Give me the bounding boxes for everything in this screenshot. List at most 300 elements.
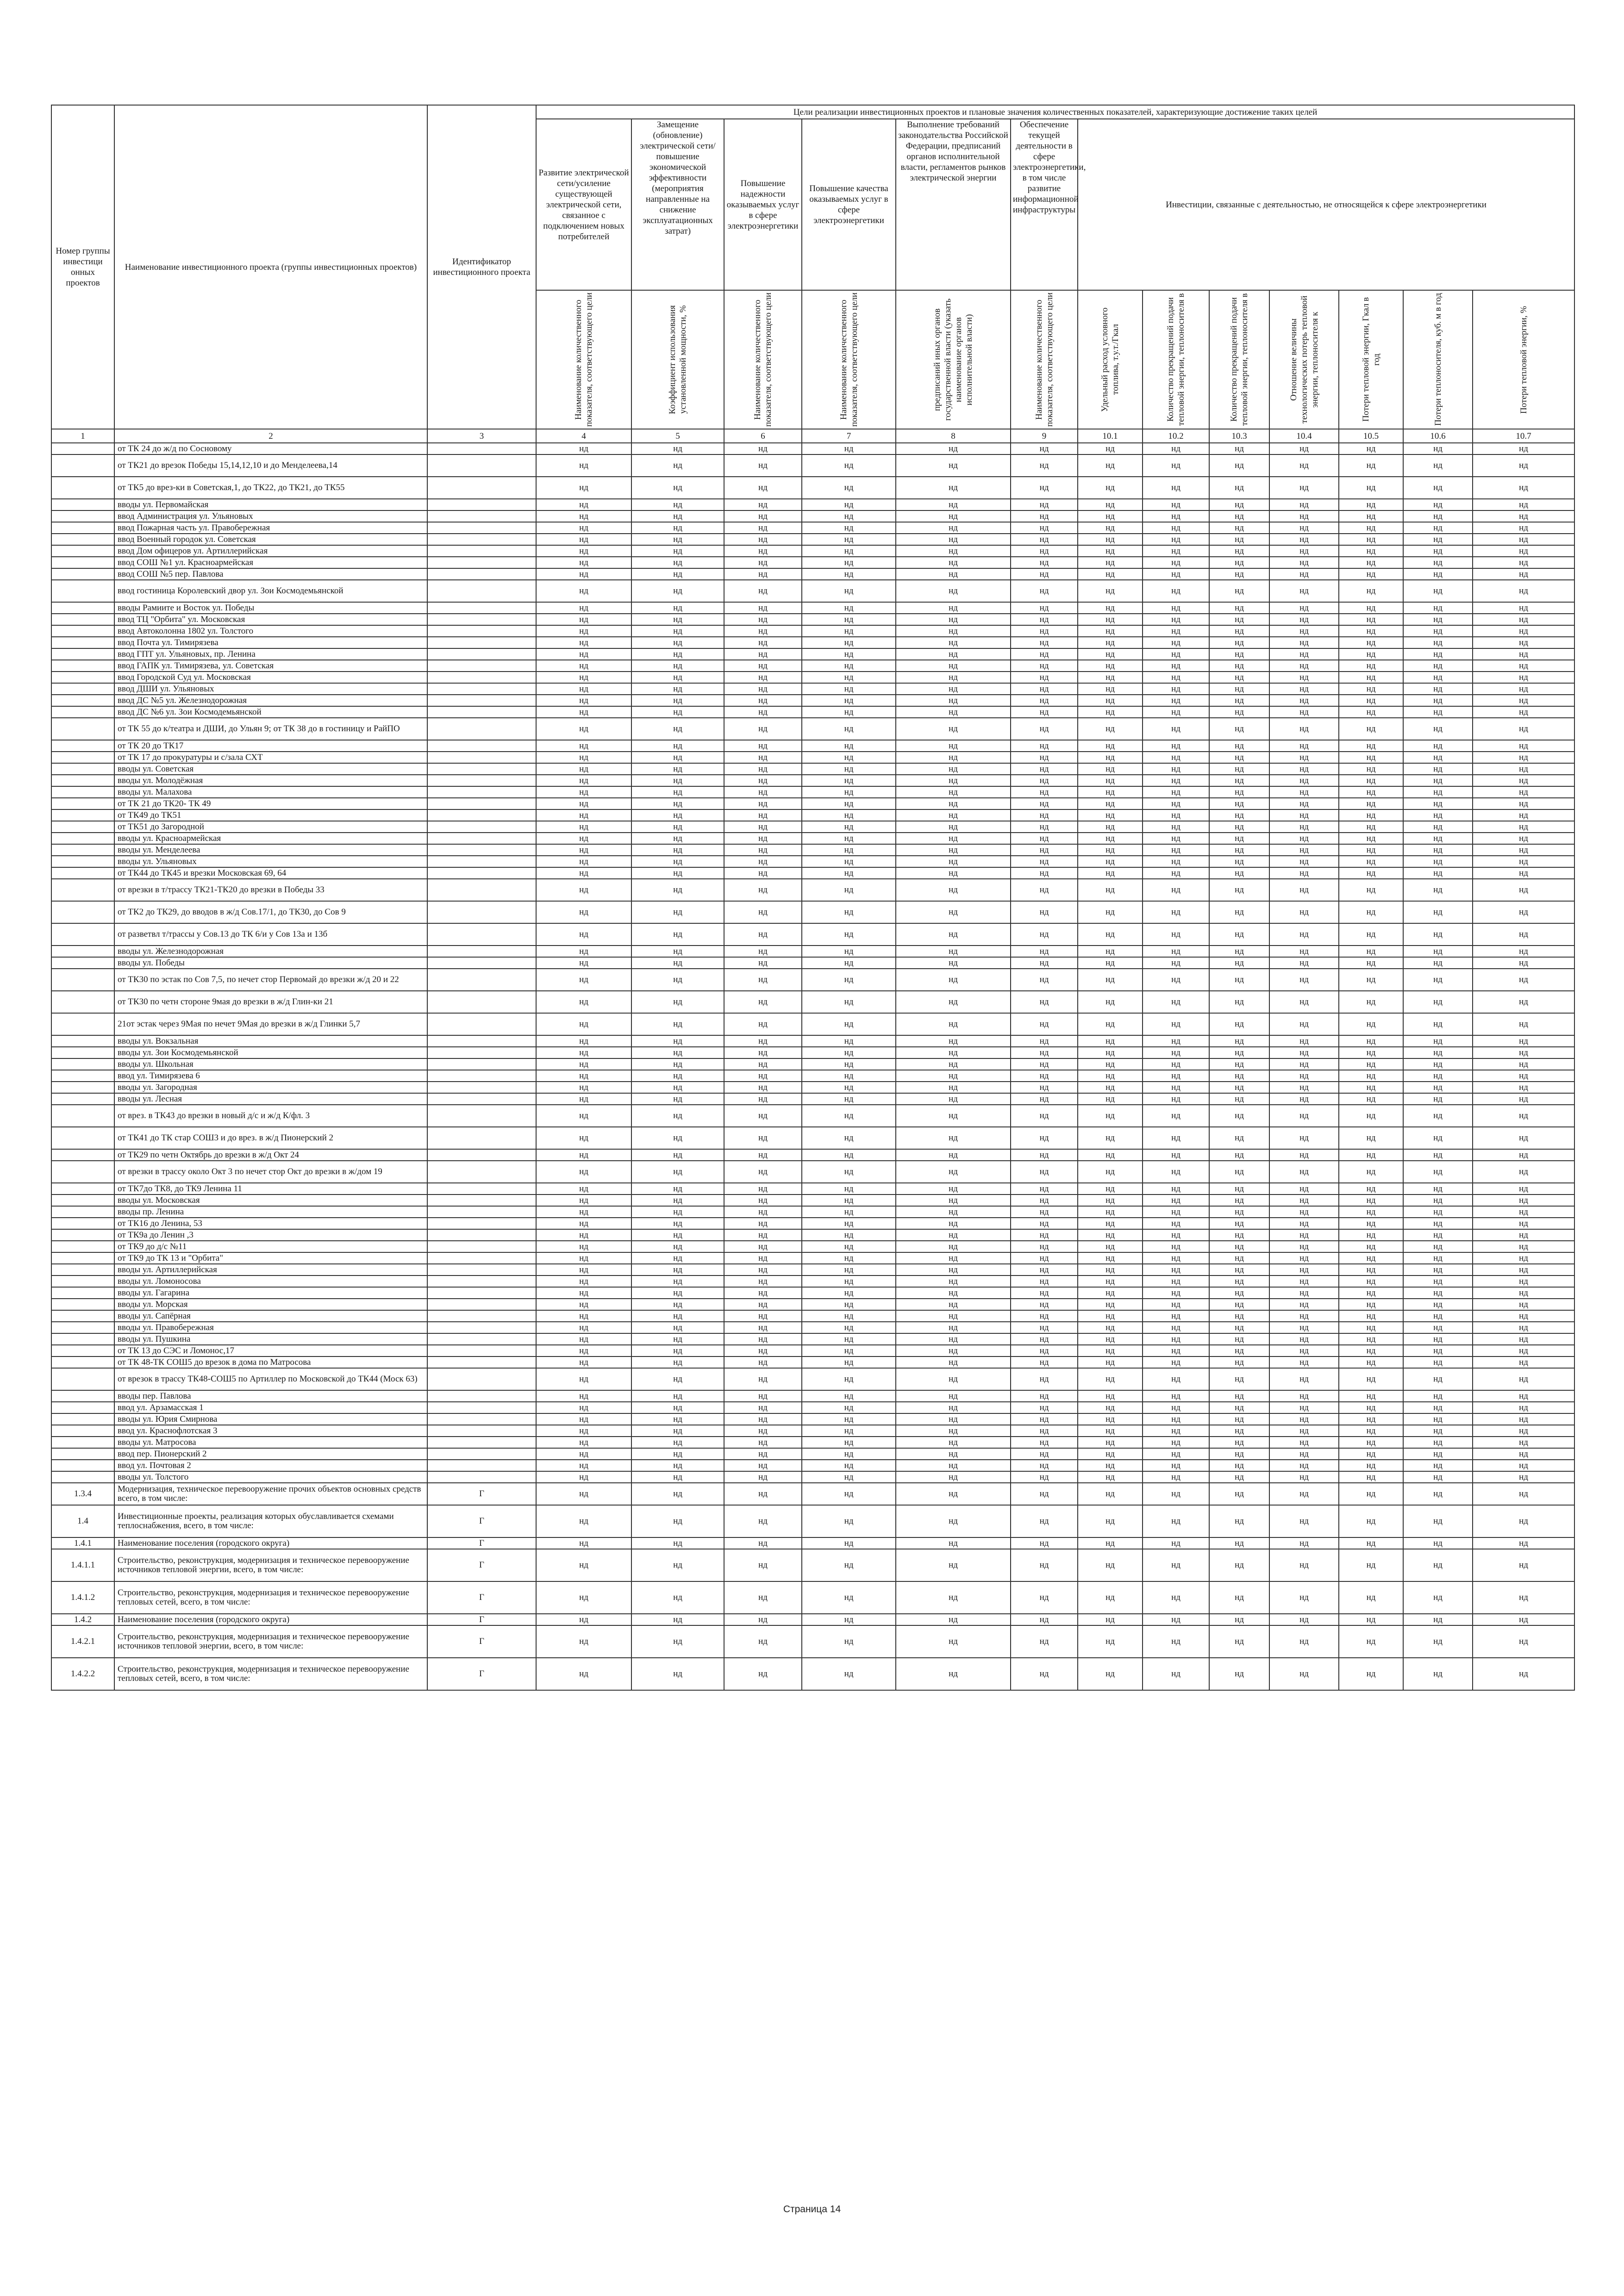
table-row bbox=[51, 1161, 1574, 1183]
row-identifier bbox=[427, 740, 536, 752]
row-value: нд bbox=[1269, 1229, 1339, 1241]
row-value: нд bbox=[1339, 946, 1403, 957]
row-value: нд bbox=[896, 637, 1011, 648]
row-project-name: Инвестиционные проекты, реализация которых обуславливается схемами теплоснабжения, всего, в том числе: bbox=[114, 1505, 427, 1537]
table-row bbox=[51, 683, 1574, 695]
row-value: нд bbox=[802, 648, 896, 660]
row-value: нд bbox=[631, 499, 724, 510]
row-value: нд bbox=[536, 1127, 631, 1149]
table-row bbox=[51, 454, 1574, 477]
row-value: нд bbox=[1403, 1368, 1473, 1390]
row-value: нд bbox=[896, 1183, 1011, 1195]
row-value: нд bbox=[631, 1127, 724, 1149]
row-identifier bbox=[427, 1206, 536, 1218]
row-value: нд bbox=[1339, 1390, 1403, 1402]
row-value: нд bbox=[1143, 1149, 1209, 1161]
row-value: нд bbox=[1078, 763, 1143, 775]
row-number bbox=[51, 786, 114, 798]
row-value: нд bbox=[724, 1425, 802, 1437]
row-value: нд bbox=[1078, 1368, 1143, 1390]
row-value: нд bbox=[1143, 648, 1209, 660]
row-value: нд bbox=[1011, 1413, 1078, 1425]
row-value: нд bbox=[1403, 1390, 1473, 1402]
row-value: нд bbox=[1078, 1183, 1143, 1195]
row-project-name: ввод Дом офицеров ул. Артиллерийская bbox=[114, 545, 427, 557]
row-value: нд bbox=[1269, 923, 1339, 946]
row-value: нд bbox=[1209, 1183, 1269, 1195]
row-value: нд bbox=[1269, 706, 1339, 718]
row-value: нд bbox=[1143, 706, 1209, 718]
row-value: нд bbox=[896, 1058, 1011, 1070]
row-value: нд bbox=[631, 1161, 724, 1183]
row-value: нд bbox=[724, 1460, 802, 1471]
row-value: нд bbox=[1403, 706, 1473, 718]
row-value: нд bbox=[724, 1070, 802, 1082]
row-value: нд bbox=[1011, 1345, 1078, 1356]
row-value: нд bbox=[1269, 957, 1339, 969]
row-value: нд bbox=[536, 1287, 631, 1299]
row-identifier bbox=[427, 718, 536, 740]
row-value: нд bbox=[1473, 695, 1574, 706]
row-value: нд bbox=[724, 1390, 802, 1402]
row-value: нд bbox=[1011, 1483, 1078, 1505]
row-value: нд bbox=[1473, 1195, 1574, 1206]
row-value: нд bbox=[631, 946, 724, 957]
page-number: Страница 14 bbox=[783, 2204, 841, 2215]
row-value: нд bbox=[802, 957, 896, 969]
row-number bbox=[51, 1402, 114, 1413]
row-value: нд bbox=[1473, 1614, 1574, 1625]
row-value: нд bbox=[1078, 752, 1143, 763]
row-value: нд bbox=[1011, 510, 1078, 522]
row-value: нд bbox=[1269, 1505, 1339, 1537]
row-value: нд bbox=[1209, 833, 1269, 844]
row-value: нд bbox=[1143, 798, 1209, 809]
row-value: нд bbox=[1209, 454, 1269, 477]
row-value: нд bbox=[802, 1047, 896, 1058]
row-value: нд bbox=[1143, 510, 1209, 522]
column-number: 5 bbox=[631, 429, 724, 443]
row-value: нд bbox=[802, 614, 896, 625]
row-value: нд bbox=[631, 957, 724, 969]
row-value: нд bbox=[1143, 1206, 1209, 1218]
row-value: нд bbox=[1078, 1356, 1143, 1368]
row-value: нд bbox=[1078, 856, 1143, 867]
header-indicator-7 bbox=[1078, 290, 1143, 429]
row-number: 1.4.1 bbox=[51, 1537, 114, 1549]
row-number bbox=[51, 775, 114, 786]
row-value: нд bbox=[1473, 1402, 1574, 1413]
row-value: нд bbox=[1143, 1105, 1209, 1127]
table-row bbox=[51, 695, 1574, 706]
row-value: нд bbox=[1269, 1471, 1339, 1483]
row-value: нд bbox=[1269, 901, 1339, 923]
row-project-name: ввод ДС №5 ул. Железнодорожная bbox=[114, 695, 427, 706]
row-number: 1.4.1.2 bbox=[51, 1581, 114, 1614]
row-project-name: вводы пр. Ленина bbox=[114, 1206, 427, 1218]
row-value: нд bbox=[536, 1537, 631, 1549]
row-value: нд bbox=[1339, 1368, 1403, 1390]
row-value: нд bbox=[724, 672, 802, 683]
row-value: нд bbox=[1339, 1614, 1403, 1625]
row-value: нд bbox=[1209, 660, 1269, 672]
table-row bbox=[51, 991, 1574, 1013]
row-identifier: Г bbox=[427, 1581, 536, 1614]
row-value: нд bbox=[724, 786, 802, 798]
row-value: нд bbox=[802, 809, 896, 821]
row-value: нд bbox=[536, 1183, 631, 1195]
row-number bbox=[51, 740, 114, 752]
table-row bbox=[51, 901, 1574, 923]
row-value: нд bbox=[724, 798, 802, 809]
table-row bbox=[51, 809, 1574, 821]
row-value: нд bbox=[631, 637, 724, 648]
row-value: нд bbox=[896, 1356, 1011, 1368]
table-row bbox=[51, 1625, 1574, 1658]
row-value: нд bbox=[1473, 1322, 1574, 1333]
row-value: нд bbox=[896, 1425, 1011, 1437]
row-value: нд bbox=[1403, 614, 1473, 625]
row-number: 1.3.4 bbox=[51, 1483, 114, 1505]
row-value: нд bbox=[896, 602, 1011, 614]
row-value: нд bbox=[724, 991, 802, 1013]
row-value: нд bbox=[1011, 1035, 1078, 1047]
row-value: нд bbox=[1011, 1047, 1078, 1058]
row-value: нд bbox=[724, 901, 802, 923]
row-value: нд bbox=[1143, 1047, 1209, 1058]
row-value: нд bbox=[724, 706, 802, 718]
row-value: нд bbox=[631, 1549, 724, 1581]
row-value: нд bbox=[1143, 695, 1209, 706]
row-value: нд bbox=[1078, 1058, 1143, 1070]
row-value: нд bbox=[1209, 534, 1269, 545]
row-value: нд bbox=[631, 833, 724, 844]
row-value: нд bbox=[802, 637, 896, 648]
header-indicator-6 bbox=[1011, 290, 1078, 429]
row-identifier bbox=[427, 833, 536, 844]
row-value: нд bbox=[631, 1013, 724, 1035]
row-value: нд bbox=[1011, 856, 1078, 867]
row-value: нд bbox=[1339, 1402, 1403, 1413]
row-value: нд bbox=[631, 477, 724, 499]
row-value: нд bbox=[1473, 1368, 1574, 1390]
row-value: нд bbox=[1339, 1483, 1403, 1505]
row-value: нд bbox=[536, 763, 631, 775]
row-value: нд bbox=[802, 1549, 896, 1581]
row-value: нд bbox=[1403, 1505, 1473, 1537]
row-project-name: Строительство, реконструкция, модернизация и техническое перевооружение источников тепловой энергии, всего, в том числе: bbox=[114, 1549, 427, 1581]
row-value: нд bbox=[1143, 1413, 1209, 1425]
row-value: нд bbox=[1011, 1229, 1078, 1241]
row-number bbox=[51, 1229, 114, 1241]
row-value: нд bbox=[896, 660, 1011, 672]
row-value: нд bbox=[1143, 879, 1209, 901]
row-value: нд bbox=[802, 1437, 896, 1448]
row-value: нд bbox=[1473, 1070, 1574, 1082]
row-value: нд bbox=[631, 1402, 724, 1413]
row-value: нд bbox=[1403, 844, 1473, 856]
row-value: нд bbox=[1269, 614, 1339, 625]
row-value: нд bbox=[1209, 1614, 1269, 1625]
row-value: нд bbox=[1143, 580, 1209, 602]
row-value: нд bbox=[1403, 1625, 1473, 1658]
row-project-name: Наименование поселения (городского округа) bbox=[114, 1537, 427, 1549]
row-value: нд bbox=[536, 1356, 631, 1368]
row-value: нд bbox=[631, 568, 724, 580]
row-value: нд bbox=[896, 1287, 1011, 1299]
row-number bbox=[51, 477, 114, 499]
row-value: нд bbox=[1473, 856, 1574, 867]
row-value: нд bbox=[1269, 1195, 1339, 1206]
row-value: нд bbox=[631, 1229, 724, 1241]
row-identifier bbox=[427, 1402, 536, 1413]
row-value: нд bbox=[1339, 1425, 1403, 1437]
row-value: нд bbox=[1403, 1299, 1473, 1310]
row-value: нд bbox=[724, 1035, 802, 1047]
row-value: нд bbox=[1078, 1448, 1143, 1460]
table-row bbox=[51, 1229, 1574, 1241]
row-value: нд bbox=[1269, 1390, 1339, 1402]
row-project-name: Модернизация, техническое перевооружение прочих объектов основных средств всего, в том числе: bbox=[114, 1483, 427, 1505]
row-value: нд bbox=[896, 752, 1011, 763]
row-value: нд bbox=[802, 786, 896, 798]
row-value: нд bbox=[1078, 1425, 1143, 1437]
row-value: нд bbox=[1143, 867, 1209, 879]
row-value: нд bbox=[1339, 454, 1403, 477]
row-value: нд bbox=[1143, 1127, 1209, 1149]
row-value: нд bbox=[1078, 879, 1143, 901]
row-value: нд bbox=[1403, 1013, 1473, 1035]
row-number bbox=[51, 545, 114, 557]
row-project-name: вводы ул. Правобережная bbox=[114, 1322, 427, 1333]
row-value: нд bbox=[724, 1581, 802, 1614]
table-row bbox=[51, 545, 1574, 557]
table-row bbox=[51, 718, 1574, 740]
row-value: нд bbox=[1209, 580, 1269, 602]
row-value: нд bbox=[802, 1614, 896, 1625]
row-value: нд bbox=[1339, 1127, 1403, 1149]
row-value: нд bbox=[536, 477, 631, 499]
row-value: нд bbox=[1269, 867, 1339, 879]
row-value: нд bbox=[802, 1505, 896, 1537]
row-value: нд bbox=[1011, 1390, 1078, 1402]
table-row bbox=[51, 534, 1574, 545]
row-value: нд bbox=[1078, 683, 1143, 695]
row-value: нд bbox=[896, 786, 1011, 798]
row-value: нд bbox=[1078, 809, 1143, 821]
row-value: нд bbox=[1209, 1413, 1269, 1425]
row-value: нд bbox=[802, 867, 896, 879]
row-project-name: вводы ул. Железнодорожная bbox=[114, 946, 427, 957]
row-value: нд bbox=[1473, 637, 1574, 648]
row-project-name: от ТК 20 до ТК17 bbox=[114, 740, 427, 752]
row-number bbox=[51, 1437, 114, 1448]
row-value: нд bbox=[1078, 1241, 1143, 1252]
header-indicator-text: Удельный расход условного топлива, т.у.т./Гкал bbox=[1100, 307, 1120, 412]
row-number bbox=[51, 1183, 114, 1195]
row-value: нд bbox=[536, 1252, 631, 1264]
row-value: нд bbox=[896, 568, 1011, 580]
row-value: нд bbox=[1011, 786, 1078, 798]
row-value: нд bbox=[802, 510, 896, 522]
row-value: нд bbox=[1269, 1413, 1339, 1425]
row-value: нд bbox=[1011, 1448, 1078, 1460]
row-value: нд bbox=[1473, 1549, 1574, 1581]
row-number bbox=[51, 1287, 114, 1299]
row-project-name: от ТК49 до ТК51 bbox=[114, 809, 427, 821]
row-value: нд bbox=[1339, 614, 1403, 625]
row-value: нд bbox=[724, 752, 802, 763]
row-value: нд bbox=[1339, 1287, 1403, 1299]
row-value: нд bbox=[1473, 1437, 1574, 1448]
row-value: нд bbox=[1078, 991, 1143, 1013]
row-value: нд bbox=[724, 614, 802, 625]
row-identifier bbox=[427, 1183, 536, 1195]
table-row bbox=[51, 1195, 1574, 1206]
row-value: нд bbox=[1209, 798, 1269, 809]
header-identifier: Идентификатор инвестиционного проекта bbox=[427, 105, 536, 429]
row-value: нд bbox=[1473, 957, 1574, 969]
row-value: нд bbox=[631, 923, 724, 946]
row-value: нд bbox=[724, 809, 802, 821]
row-value: нд bbox=[1209, 625, 1269, 637]
row-value: нд bbox=[536, 1658, 631, 1690]
row-value: нд bbox=[1339, 1241, 1403, 1252]
row-value: нд bbox=[1011, 1505, 1078, 1537]
row-value: нд bbox=[1339, 602, 1403, 614]
row-value: нд bbox=[1473, 1333, 1574, 1345]
row-value: нд bbox=[631, 1483, 724, 1505]
row-value: нд bbox=[896, 1505, 1011, 1537]
row-value: нд bbox=[896, 1195, 1011, 1206]
row-value: нд bbox=[1473, 454, 1574, 477]
row-value: нд bbox=[1339, 752, 1403, 763]
row-value: нд bbox=[1209, 740, 1269, 752]
table-row bbox=[51, 557, 1574, 568]
row-number bbox=[51, 695, 114, 706]
row-value: нд bbox=[631, 1614, 724, 1625]
row-identifier bbox=[427, 1299, 536, 1310]
row-value: нд bbox=[896, 1218, 1011, 1229]
row-value: нд bbox=[1209, 1425, 1269, 1437]
row-value: нд bbox=[802, 1537, 896, 1549]
row-value: нд bbox=[1143, 740, 1209, 752]
row-value: нд bbox=[536, 1333, 631, 1345]
row-value: нд bbox=[1473, 672, 1574, 683]
row-value: нд bbox=[1209, 602, 1269, 614]
row-number bbox=[51, 833, 114, 844]
row-value: нд bbox=[1078, 557, 1143, 568]
row-value: нд bbox=[1339, 625, 1403, 637]
row-value: нд bbox=[1078, 969, 1143, 991]
row-value: нд bbox=[896, 706, 1011, 718]
row-value: нд bbox=[1269, 625, 1339, 637]
row-value: нд bbox=[1269, 763, 1339, 775]
row-project-name: вводы Рамиите и Восток ул. Победы bbox=[114, 602, 427, 614]
table-row bbox=[51, 1047, 1574, 1058]
row-value: нд bbox=[1269, 1252, 1339, 1264]
row-value: нд bbox=[896, 1035, 1011, 1047]
row-value: нд bbox=[1011, 660, 1078, 672]
row-project-name: от ТК16 до Ленина, 53 bbox=[114, 1218, 427, 1229]
row-value: нд bbox=[896, 809, 1011, 821]
row-identifier bbox=[427, 856, 536, 867]
row-value: нд bbox=[802, 1161, 896, 1183]
row-value: нд bbox=[896, 718, 1011, 740]
row-identifier: Г bbox=[427, 1658, 536, 1690]
row-value: нд bbox=[1209, 901, 1269, 923]
row-number bbox=[51, 454, 114, 477]
row-value: нд bbox=[631, 683, 724, 695]
row-value: нд bbox=[1078, 614, 1143, 625]
row-project-name: от врезки в трассу около Окт 3 по нечет стор Окт до врезки в ж/дом 19 bbox=[114, 1161, 427, 1183]
row-value: нд bbox=[896, 775, 1011, 786]
row-value: нд bbox=[1403, 1264, 1473, 1276]
row-value: нд bbox=[1269, 443, 1339, 454]
row-value: нд bbox=[536, 534, 631, 545]
row-project-name: Строительство, реконструкция, модернизация и техническое перевооружение тепловых сетей, всего, в том числе: bbox=[114, 1581, 427, 1614]
row-identifier bbox=[427, 1195, 536, 1206]
row-value: нд bbox=[1269, 798, 1339, 809]
row-value: нд bbox=[1473, 991, 1574, 1013]
header-indicator-text: Количество прекращений подачи тепловой энергии, теплоносителя в bbox=[1166, 293, 1186, 426]
row-project-name: вводы ул. Школьная bbox=[114, 1058, 427, 1070]
row-value: нд bbox=[1078, 454, 1143, 477]
row-value: нд bbox=[896, 477, 1011, 499]
row-value: нд bbox=[1269, 809, 1339, 821]
row-value: нд bbox=[1011, 1460, 1078, 1471]
row-number bbox=[51, 1252, 114, 1264]
row-value: нд bbox=[631, 1252, 724, 1264]
row-value: нд bbox=[1339, 1276, 1403, 1287]
row-value: нд bbox=[1403, 879, 1473, 901]
row-value: нд bbox=[1143, 991, 1209, 1013]
row-number bbox=[51, 602, 114, 614]
row-value: нд bbox=[536, 969, 631, 991]
row-value: нд bbox=[896, 1345, 1011, 1356]
row-value: нд bbox=[536, 454, 631, 477]
column-number: 8 bbox=[896, 429, 1011, 443]
row-identifier bbox=[427, 1082, 536, 1093]
row-value: нд bbox=[536, 1345, 631, 1356]
row-project-name: ввод СОШ №1 ул. Красноармейская bbox=[114, 557, 427, 568]
row-number bbox=[51, 901, 114, 923]
row-value: нд bbox=[1011, 1537, 1078, 1549]
row-value: нд bbox=[1339, 510, 1403, 522]
row-value: нд bbox=[536, 1161, 631, 1183]
row-value: нд bbox=[1011, 1218, 1078, 1229]
row-value: нд bbox=[1339, 1218, 1403, 1229]
row-value: нд bbox=[1339, 1448, 1403, 1460]
row-identifier bbox=[427, 901, 536, 923]
row-identifier bbox=[427, 763, 536, 775]
row-value: нд bbox=[1473, 1345, 1574, 1356]
row-number bbox=[51, 557, 114, 568]
row-value: нд bbox=[1011, 740, 1078, 752]
column-number: 2 bbox=[114, 429, 427, 443]
table-header bbox=[51, 105, 1574, 443]
row-value: нд bbox=[1339, 545, 1403, 557]
row-value: нд bbox=[1403, 1195, 1473, 1206]
row-number: 1.4.2 bbox=[51, 1614, 114, 1625]
column-number: 6 bbox=[724, 429, 802, 443]
row-value: нд bbox=[802, 1035, 896, 1047]
row-value: нд bbox=[1209, 1241, 1269, 1252]
row-value: нд bbox=[1473, 1127, 1574, 1149]
row-value: нд bbox=[1403, 1058, 1473, 1070]
table-row bbox=[51, 1658, 1574, 1690]
row-value: нд bbox=[631, 879, 724, 901]
